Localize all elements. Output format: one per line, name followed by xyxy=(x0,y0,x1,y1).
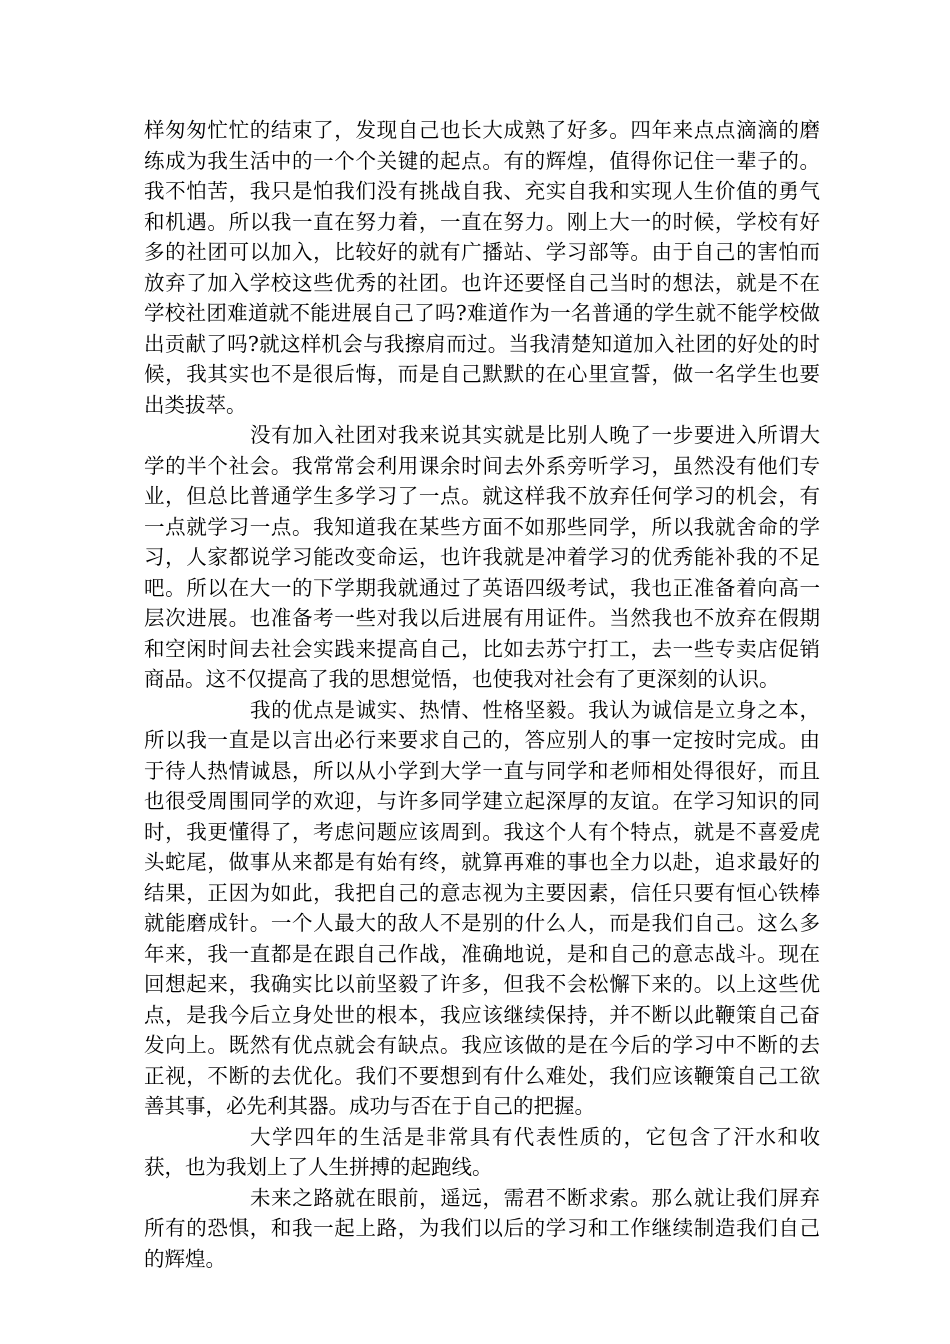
document-page xyxy=(144,115,820,1274)
paragraph-4: 大学四年的生活是非常具有代表性质的，它包含了汗水和收获，也为我划上了人生拼搏的起跑线。 xyxy=(144,1124,820,1179)
paragraph-5: 未来之路就在眼前，遥远，需君不断求索。那么就让我们屏弃所有的恐惧，和我一起上路，为我们以后的学习和工作继续制造我们自己的辉煌。 xyxy=(144,1185,820,1271)
paragraph-2: 没有加入社团对我来说其实就是比别人晚了一步要进入所谓大学的半个社会。我常常会利用课余时间去外系旁听学习，虽然没有他们专业，但总比普通学生多学习了一点。就这样我不放弃任何学习的机会，有一点就学习一点。我知道我在某些方面不如那些同学，所以我就舍命的学习，人家都说学习能改变命运，也许我就是冲着学习的优秀能补我的不足吧。所以在大一的下学期我就通过了英语四级考试，我也正准备着向高一层次进展。也准备考一些对我以后进展有用证件。当然我也不放弃在假期和空闲时间去社会实践来提高自己，比如去苏宁打工，去一些专卖店促销商品。这不仅提高了我的思想觉悟，也使我对社会有了更深刻的认识。 xyxy=(144,423,820,691)
paragraph-3: 我的优点是诚实、热情、性格坚毅。我认为诚信是立身之本，所以我一直是以言出必行来要求自己的，答应别人的事一定按时完成。由于待人热情诚恳，所以从小学到大学一直与同学和老师相处得很好，而且也很受周围同学的欢迎，与许多同学建立起深厚的友谊。在学习知识的同时，我更懂得了，考虑问题应该周到。我这个人有个特点，就是不喜爱虎头蛇尾，做事从来都是有始有终，就算再难的事也全力以赴，追求最好的结果，正因为如此，我把自己的意志视为主要因素，信任只要有恒心铁棒就能磨成针。一个人最大的敌人不是别的什么人，而是我们自己。这么多年来，我一直都是在跟自己作战，准确地说，是和自己的意志战斗。现在回想起来，我确实比以前坚毅了许多，但我不会松懈下来的。以上这些优点，是我今后立身处世的根本，我应该继续保持，并不断以此鞭策自己奋发向上。既然有优点就会有缺点。我应该做的是在今后的学习中不断的去正视，不断的去优化。我们不要想到有什么难处，我们应该鞭策自己工欲善其事，必先利其器。成功与否在于自己的把握。 xyxy=(144,697,820,1118)
paragraph-1: 样匆匆忙忙的结束了，发现自己也长大成熟了好多。四年来点点滴滴的磨练成为我生活中的一个个关键的起点。有的辉煌，值得你记住一辈子的。我不怕苦，我只是怕我们没有挑战自我、充实自我和实现人生价值的勇气和机遇。所以我一直在努力着，一直在努力。刚上大一的时候，学校有好多的社团可以加入，比较好的就有广播站、学习部等。由于自己的害怕而放弃了加入学校这些优秀的社团。也许还要怪自己当时的想法，就是不在学校社团难道就不能进展自己了吗?难道作为一名普通的学生就不能学校做出贡献了吗?就这样机会与我擦肩而过。当我清楚知道加入社团的好处的时候，我其实也不是很后悔，而是自己默默的在心里宣誓，做一名学生也要出类拔萃。 xyxy=(144,118,820,417)
